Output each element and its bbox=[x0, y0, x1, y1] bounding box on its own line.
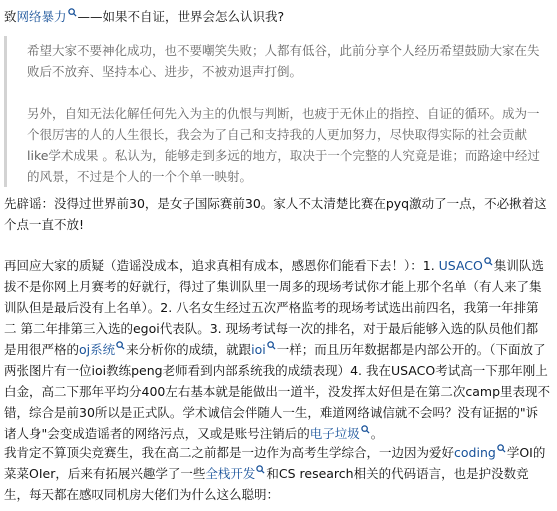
rumor-paragraph: 先辟谣：没得过世界前30，是女子国际赛前30。家人不太清楚比赛在pyq激动了一点，不必揪着这个点一直不放! bbox=[4, 196, 547, 232]
closing-text-1: 我肯定不算顶尖竞赛生，我在高二之前都是一边作为高考生学综合，一边因为爱好 bbox=[4, 445, 455, 460]
quote-paragraph-2: 另外，自知无法化解任何先入为主的仇恨与判断，也疲于无休止的指控、自证的循环。成为一个很厉害的人的人生很长，我会为了自己和支持我的人更加努力，尽快取得实际的社会贡献like学术成果 。私认为，能够走到多远的地方，取决于一个完整的人究竟是谁；而路途中经过的风景，不过是个人的一个个单一映射。 bbox=[27, 106, 540, 184]
link-coding[interactable]: coding bbox=[454, 445, 496, 460]
search-icon bbox=[68, 8, 77, 17]
title-prefix: 致 bbox=[4, 9, 17, 24]
article-title bbox=[4, 6, 550, 27]
response-paragraph bbox=[4, 255, 550, 444]
search-icon bbox=[497, 444, 506, 453]
closing-text-2: 学OI的菜菜OIer，后来有拓展兴趣学了一些 bbox=[4, 445, 546, 481]
quote-block bbox=[4, 36, 547, 187]
search-icon bbox=[256, 465, 265, 474]
response-text-2: 集训队选拔不是你网上月赛考的好就行，得过了集训队里一周多的现场考试你才能上那个名单（有人来了集训队但是最后没有上名单）。2. 八名女生经过五次严格监考的现场考试选出前四名，我第一年排第二 第二年排第三入选的egoi代表队。3. 现场考试每一次的排名，对于最后能够入选的队员他们都是用很严格的 bbox=[4, 258, 544, 357]
search-icon bbox=[484, 257, 493, 266]
link-quanzhan[interactable]: 全栈开发 bbox=[205, 466, 256, 481]
response-text-3: 来分析你的成绩，就跟 bbox=[126, 342, 252, 357]
search-icon bbox=[361, 425, 370, 434]
title-suffix: ——如果不自证，世界会怎么认识我? bbox=[77, 9, 285, 24]
link-wangluobaoli[interactable]: 网络暴力 bbox=[16, 9, 67, 24]
response-text-5: 。 bbox=[370, 426, 384, 441]
link-oj-system[interactable]: oj系统 bbox=[79, 342, 116, 357]
closing-paragraph bbox=[4, 442, 550, 505]
link-ioi[interactable]: ioi bbox=[251, 342, 266, 357]
response-text-4: 一样；而且历年数据都是内部公开的。（下面放了两张图片有一位ioi教练peng老师看到内部系统我的成绩表现）4. 我在USACO考试高一下那年刚上白金，高二下那年平均分400左右基本就是能做出一道半，没发挥太好但是在第二次camp里表现不错，综合是前30所以是正式队。学术诚信会伴随人一生，难道网络诚信就不会吗？没有证据的"诉诸人身"会变成造谣者的网络污点，又或是账号注销后的 bbox=[4, 342, 551, 441]
search-icon bbox=[267, 341, 276, 350]
response-text-1: 再回应大家的质疑（造谣没成本，追求真相有成本，感恩你们能看下去！）：1. bbox=[4, 258, 439, 273]
quote-paragraph-1: 希望大家不要神化成功，也不要嘲笑失败；人都有低谷，此前分享个人经历希望鼓励大家在失败后不放弃、坚持本心、进步，不被劝退声打倒。 bbox=[27, 43, 540, 79]
link-dianzilaji[interactable]: 电子垃圾 bbox=[309, 426, 360, 441]
link-usaco[interactable]: USACO bbox=[438, 258, 483, 273]
closing-text-3: 和CS research相关的代码语言，也是护没数竞生，每天都在感叹同机房大佬们为什么这么聪明： bbox=[4, 466, 529, 502]
search-icon bbox=[116, 341, 125, 350]
